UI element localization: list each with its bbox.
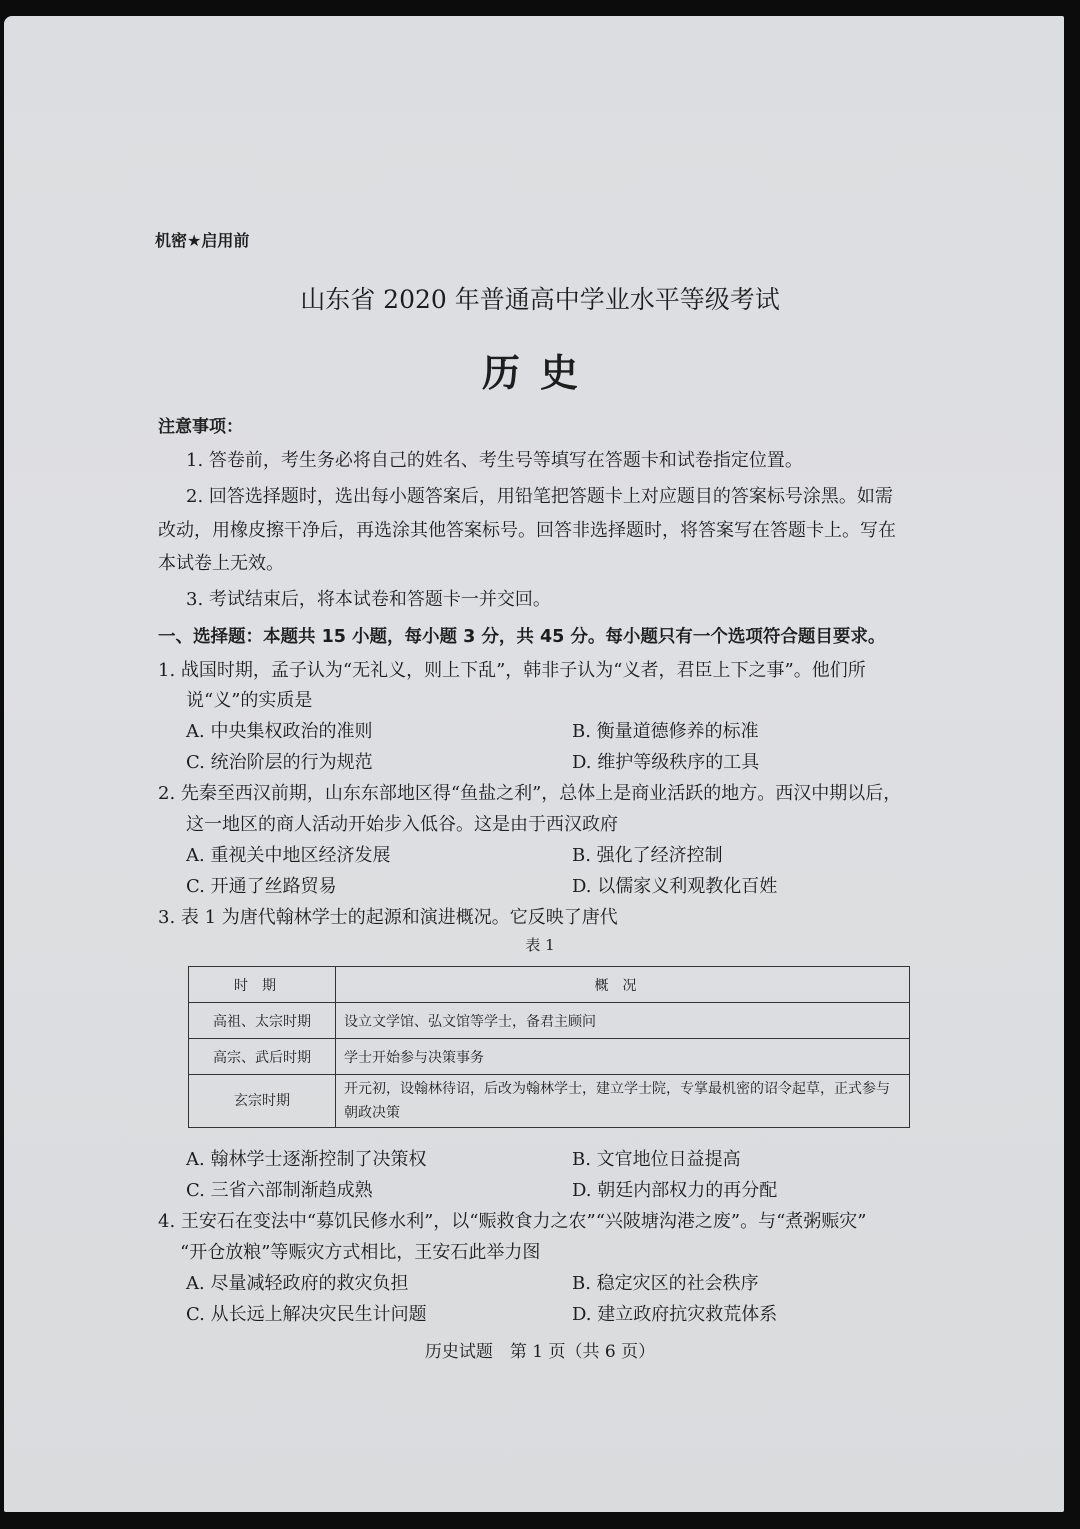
q4-stem-line1: 4. 王安石在变法中“募饥民修水利”，以“赈救食力之农”“兴陂塘沟港之废”。与“煮粥赈灾” [158, 1211, 867, 1232]
notice-item-2-cont: 改动，用橡皮擦干净后，再选涂其他答案标号。回答非选择题时，将答案写在答题卡上。写在 [158, 520, 896, 541]
q2-option-c: C. 开通了丝路贸易 [186, 876, 337, 897]
q4-option-b: B. 稳定灾区的社会秩序 [572, 1273, 759, 1294]
table-caption: 表 1 [525, 936, 555, 954]
q1-stem-line1: 1. 战国时期，孟子认为“无礼义，则上下乱”，韩非子认为“义者，君臣上下之事”。他们所 [158, 660, 866, 681]
q3-option-b: B. 文官地位日益提高 [572, 1149, 741, 1170]
q3-stem: 3. 表 1 为唐代翰林学士的起源和演进概况。它反映了唐代 [158, 907, 618, 928]
q1-option-d: D. 维护等级秩序的工具 [572, 752, 760, 773]
notice-item-2-cont2: 本试卷上无效。 [158, 553, 284, 574]
subject-title: 历史 [481, 351, 598, 395]
header-overview: 概况 [336, 967, 910, 1003]
q2-option-b: B. 强化了经济控制 [572, 845, 723, 866]
cell-overview: 开元初，设翰林待诏，后改为翰林学士，建立学士院，专掌最机密的诏令起草，正式参与朝政决策 [336, 1075, 910, 1128]
q2-stem-line1: 2. 先秦至西汉前期，山东东部地区得“鱼盐之利”，总体上是商业活跃的地方。西汉中期以后， [158, 783, 902, 804]
tang-hanlin-table [188, 966, 910, 1128]
q4-stem-line2: “开仓放粮”等赈灾方式相比，王安石此举力图 [180, 1242, 541, 1263]
cell-period: 高宗、武后时期 [189, 1039, 336, 1075]
q4-option-c: C. 从长远上解决灾民生计问题 [186, 1304, 427, 1325]
q3-option-a: A. 翰林学士逐渐控制了决策权 [186, 1149, 427, 1170]
table-row [189, 1039, 910, 1075]
cell-overview: 设立文学馆、弘文馆等学士，备君主顾问 [336, 1003, 910, 1039]
notice-item-1: 1. 答卷前，考生务必将自己的姓名、考生号等填写在答题卡和试卷指定位置。 [186, 450, 803, 471]
q2-option-a: A. 重视关中地区经济发展 [186, 845, 391, 866]
q2-stem-line2: 这一地区的商人活动开始步入低谷。这是由于西汉政府 [186, 814, 618, 835]
table-header-row [189, 967, 910, 1003]
header-period: 时期 [189, 967, 336, 1003]
confidential-mark: 机密★启用前 [155, 231, 250, 250]
cell-period: 玄宗时期 [189, 1075, 336, 1128]
q4-option-d: D. 建立政府抗灾救荒体系 [572, 1304, 778, 1325]
notice-heading: 注意事项： [158, 417, 243, 437]
section-heading: 一、选择题：本题共 15 小题，每小题 3 分，共 45 分。每小题只有一个选项符合题目要求。 [158, 627, 886, 647]
q1-stem-line2: 说“义”的实质是 [186, 690, 313, 711]
q1-option-b: B. 衡量道德修养的标准 [572, 721, 759, 742]
q1-option-a: A. 中央集权政治的准则 [186, 721, 373, 742]
table-row [189, 1003, 910, 1039]
cell-overview: 学士开始参与决策事务 [336, 1039, 910, 1075]
notice-item-3: 3. 考试结束后，将本试卷和答题卡一并交回。 [186, 589, 551, 610]
cell-period: 高祖、太宗时期 [189, 1003, 336, 1039]
q2-option-d: D. 以儒家义利观教化百姓 [572, 876, 778, 897]
exam-title: 山东省 2020 年普通高中学业水平等级考试 [300, 285, 780, 314]
q1-option-c: C. 统治阶层的行为规范 [186, 752, 373, 773]
notice-item-2: 2. 回答选择题时，选出每小题答案后，用铅笔把答题卡上对应题目的答案标号涂黑。如需 [186, 486, 893, 507]
table-row [189, 1075, 910, 1128]
q3-option-c: C. 三省六部制渐趋成熟 [186, 1180, 373, 1201]
q4-option-a: A. 尽量减轻政府的救灾负担 [186, 1273, 409, 1294]
page-footer: 历史试题 第 1 页（共 6 页） [424, 1342, 656, 1362]
q3-option-d: D. 朝廷内部权力的再分配 [572, 1180, 778, 1201]
